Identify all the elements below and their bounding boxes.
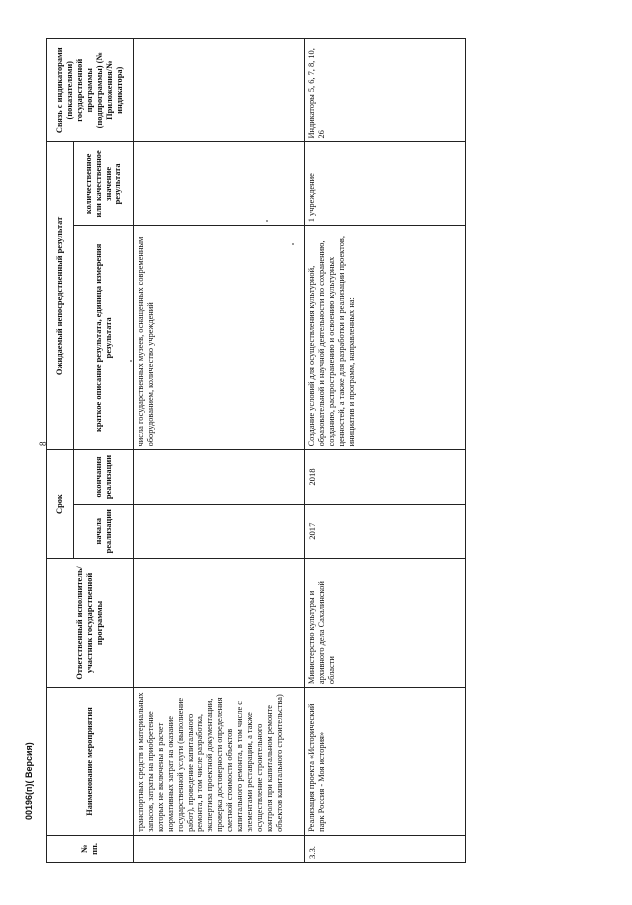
cell-num <box>134 835 305 862</box>
header-link: Связь с индикаторами (показателями) государственной программы (подпрограммы) (№ Приложения/№ индикатора) <box>47 39 134 143</box>
header-name: Наименование мероприятия <box>47 688 134 836</box>
document-code: 00196(п)( Версия) <box>24 742 34 820</box>
header-result-desc: краткое описание результата, единица измерения результата <box>74 226 134 450</box>
scan-speck <box>266 220 268 222</box>
cell-executor: Министерство культуры и архивного дела Сахалинской области <box>305 558 466 687</box>
cell-end: 2018 <box>305 450 466 504</box>
cell-start <box>134 504 305 558</box>
scan-speck <box>292 243 294 245</box>
header-term-start: начала реализации <box>74 504 134 558</box>
table-row <box>134 39 305 863</box>
page-number: 8 <box>38 441 48 446</box>
header-executor: Ответственный исполнитель/участник государственной программы <box>47 558 134 687</box>
cell-desc: числа государственных музеев, оснащенных современным оборудованием, количество учреждений <box>134 226 305 450</box>
cell-num: 3.3. <box>305 835 466 862</box>
rotated-table-sheet <box>46 38 466 863</box>
cell-value <box>134 142 305 226</box>
cell-link: Индикаторы 5, 6, 7, 8, 10, 26 <box>305 39 466 143</box>
cell-name: Реализация проекта «Исторический парк Россия - Моя история» <box>305 688 466 836</box>
program-activities-table <box>46 38 466 863</box>
cell-name: транспортных средств и материальных запасов, затраты на приобретение которых не включены в расчет нормативных затрат на оказание государственной услуги (выполнение работ), проведение капитального ремонта, в том числе разработка, экспертиза проектной документации, проверка достоверности определения сметной стоимости объектов капитального ремонта, в том числе с элементами реставрации, а также осуществление строительного контроля при капитальном ремонте объектов капитального строительства) <box>134 688 305 836</box>
cell-executor <box>134 558 305 687</box>
cell-start: 2017 <box>305 504 466 558</box>
scan-speck <box>130 360 132 362</box>
cell-link <box>134 39 305 143</box>
header-result: Ожидаемый непосредственный результат <box>47 142 74 450</box>
cell-end <box>134 450 305 504</box>
header-num: № пп. <box>47 835 134 862</box>
cell-desc: Создание условий для осуществления культурной, образовательной и научной деятельности по сохранению, созданию, распространению и освоению культурных ценностей, а также для разработки и реализации проектов, инициатив и программ, направленных на: <box>305 226 466 450</box>
table-row <box>305 39 466 863</box>
header-term-end: окончания реализации <box>74 450 134 504</box>
header-result-value: количественное или качественное значение результата <box>74 142 134 226</box>
cell-value: 1 учреждение <box>305 142 466 226</box>
header-term: Срок <box>47 450 74 558</box>
